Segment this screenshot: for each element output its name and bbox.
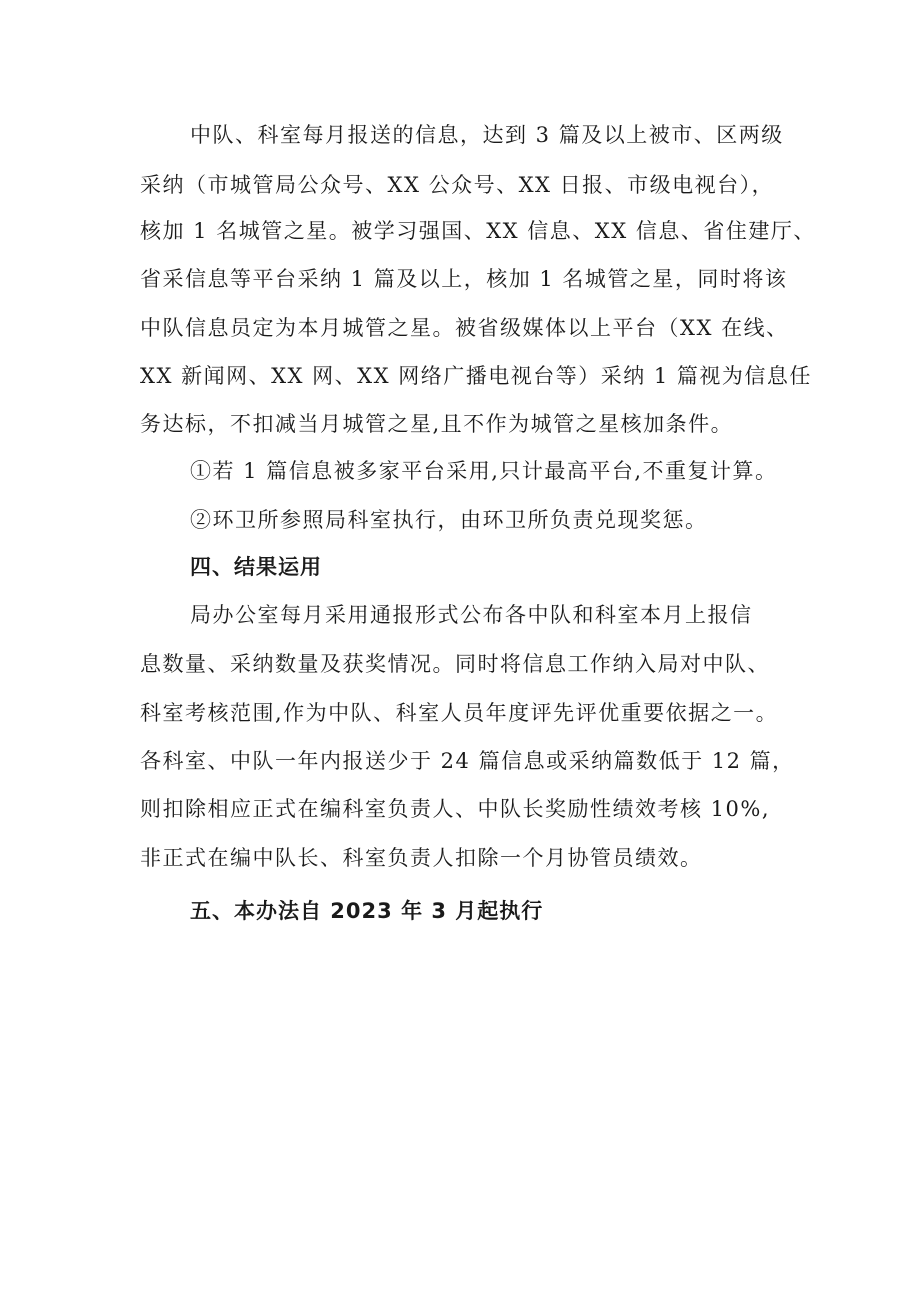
paragraph-1-line-6: XX 新闻网、XX 网、XX 网络广播电视台等）采纳 1 篇视为信息任 xyxy=(140,364,812,388)
note-1: ①若 1 篇信息被多家平台采用,只计最高平台,不重复计算。 xyxy=(190,459,778,483)
paragraph-2-line-4: 各科室、中队一年内报送少于 24 篇信息或采纳篇数低于 12 篇， xyxy=(140,749,795,773)
paragraph-1-line-4: 省采信息等平台采纳 1 篇及以上，核加 1 名城管之星，同时将该 xyxy=(140,267,788,291)
section-heading-5: 五、本办法自 2023 年 3 月起执行 xyxy=(190,899,544,923)
paragraph-1-line-2: 采纳（市城管局公众号、XX 公众号、XX 日报、市级电视台）， xyxy=(140,173,775,197)
paragraph-2-line-5: 则扣除相应正式在编科室负责人、中队长奖励性绩效考核 10%, xyxy=(140,797,771,821)
paragraph-1-line-7: 务达标，不扣减当月城管之星,且不作为城管之星核加条件。 xyxy=(140,412,734,436)
paragraph-1-line-5: 中队信息员定为本月城管之星。被省级媒体以上平台（XX 在线、 xyxy=(140,316,789,340)
paragraph-2-line-3: 科室考核范围,作为中队、科室人员年度评先评优重要依据之一。 xyxy=(140,701,779,725)
note-2: ②环卫所参照局科室执行，由环卫所负责兑现奖惩。 xyxy=(190,508,708,532)
paragraph-2-line-1: 局办公室每月采用通报形式公布各中队和科室本月上报信 xyxy=(190,603,753,627)
paragraph-2-line-6: 非正式在编中队长、科室负责人扣除一个月协管员绩效。 xyxy=(140,846,703,870)
paragraph-1-line-1: 中队、科室每月报送的信息，达到 3 篇及以上被市、区两级 xyxy=(190,123,784,147)
section-heading-4: 四、结果运用 xyxy=(190,555,322,579)
paragraph-1-line-3: 核加 1 名城管之星。被学习强国、XX 信息、XX 信息、省住建厅、 xyxy=(140,219,816,243)
paragraph-2-line-2: 息数量、采纳数量及获奖情况。同时将信息工作纳入局对中队、 xyxy=(140,652,770,676)
